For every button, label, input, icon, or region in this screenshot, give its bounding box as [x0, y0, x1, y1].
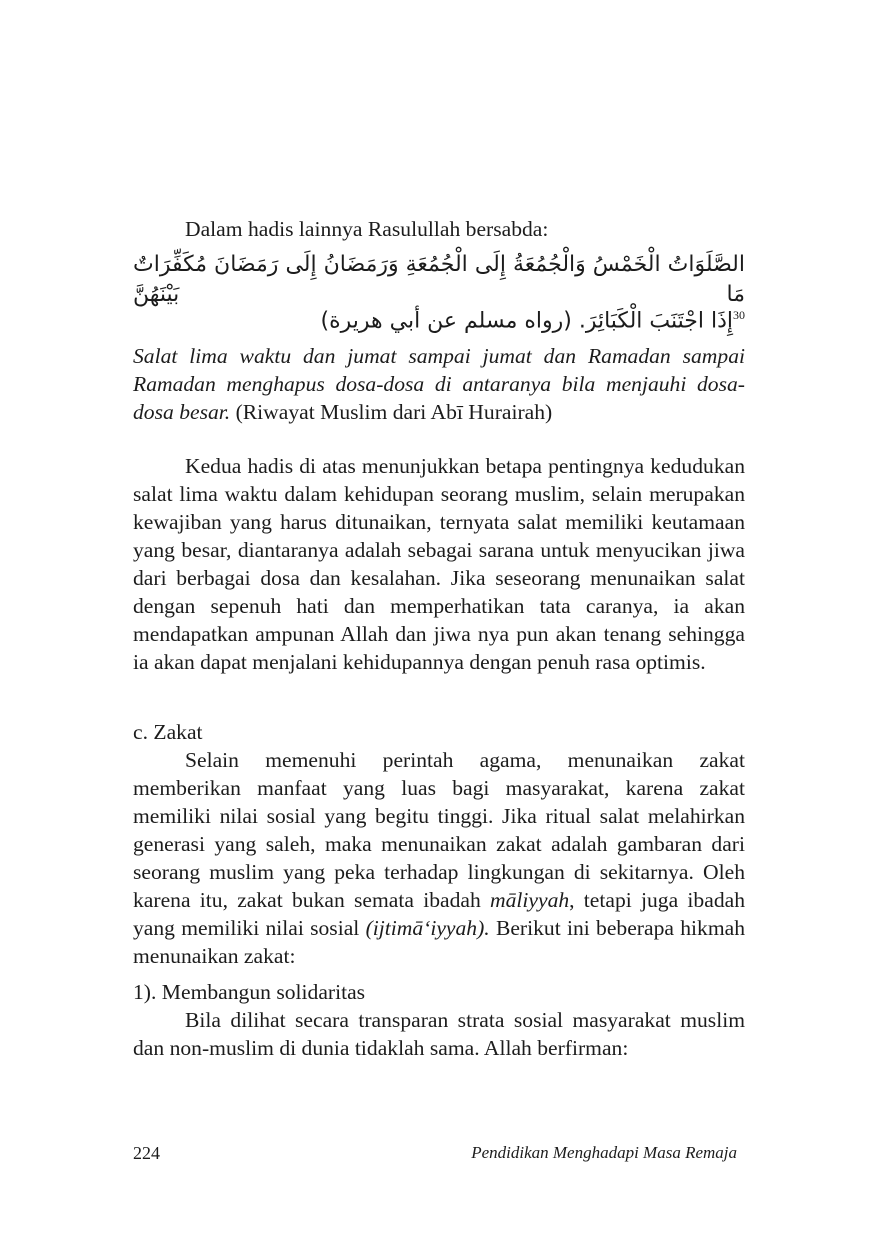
intro-text: Dalam hadis lainnya Rasulullah bersabda:: [185, 217, 549, 241]
section-heading-zakat: c. Zakat: [133, 720, 203, 744]
p2-part-c: , tetapi juga ibadah yang memiliki nilai sosial: [133, 888, 745, 940]
hadith-intro: [133, 215, 745, 243]
p2-part-a: Selain memenuhi perintah agama, menunaikan zakat memberikan manfaat yang luas bagi masyarakat, karena zakat memiliki nilai sosial yang begitu tinggi. Jika ritual salat melahirkan generasi yang saleh, maka menunaikan zakat adalah gambaran dari seorang muslim yang peka terhadap lingkungan di sekitarnya. Oleh karena itu, zakat bukan semata ibadah: [133, 748, 745, 912]
p2-term-maliyyah: māliyyah: [490, 888, 570, 912]
paragraph-3: Bila dilihat secara transparan strata sosial masyarakat muslim dan non-muslim di dunia tidaklah sama. Allah berfirman:: [133, 1008, 745, 1060]
arabic-hadith-line-1: الصَّلَوَاتُ الْخَمْسُ وَالْجُمُعَةُ إِلَى الْجُمُعَةِ وَرَمَضَانُ إِلَى رَمَضَانَ مُكَفِّرَاتٌ مَا بَيْنَهُنَّ: [133, 252, 745, 307]
footnote-ref: 30: [733, 308, 745, 322]
translation-italic: Salat lima waktu dan jumat sampai jumat dan Ramadan sampai Ramadan menghapus dosa-dosa di antaranya bila menjauhi dosa-dosa besar.: [133, 344, 745, 424]
paragraph-1: [133, 452, 745, 676]
hadith-translation: [133, 342, 745, 426]
subsection-heading: 1). Membangun solidaritas: [133, 980, 366, 1004]
subsection-solidaritas: [133, 978, 745, 1062]
paragraph-1-text: Kedua hadis di atas menunjukkan betapa pentingnya kedudukan salat lima waktu dalam kehidupan seorang muslim, selain merupakan kewajiban yang harus ditunaikan, ternyata salat memiliki keutamaan yang besar, diantaranya adalah sebagai sarana untuk menyucikan jiwa dari berbagai dosa dan kesalahan. Jika seseorang menunaikan salat dengan sepenuh hati dan memperhatikan tata caranya, ia akan mendapatkan ampunan Allah dan jiwa nya pun akan tenang sehingga ia akan dapat menjalani kehidupannya dengan penuh rasa optimis.: [133, 454, 745, 674]
running-title: Pendidikan Menghadapi Masa Remaja: [471, 1143, 737, 1162]
p2-term-ijtimaiyyah: (ijtimā‘iyyah).: [365, 916, 490, 940]
p2-part-e: Berikut ini beberapa hikmah menunaikan zakat:: [133, 916, 745, 968]
translation-source: (Riwayat Muslim dari Abī Hurairah): [230, 400, 553, 424]
page-number: 224: [133, 1143, 160, 1163]
paragraph-2: [133, 746, 745, 970]
section-zakat: [133, 718, 745, 970]
arabic-line-2-text: إِذَا اجْتَنَبَ الْكَبَائِرَ. (رواه مسلم عن أبي هريرة): [320, 308, 733, 334]
arabic-hadith-line-2: [133, 300, 745, 336]
